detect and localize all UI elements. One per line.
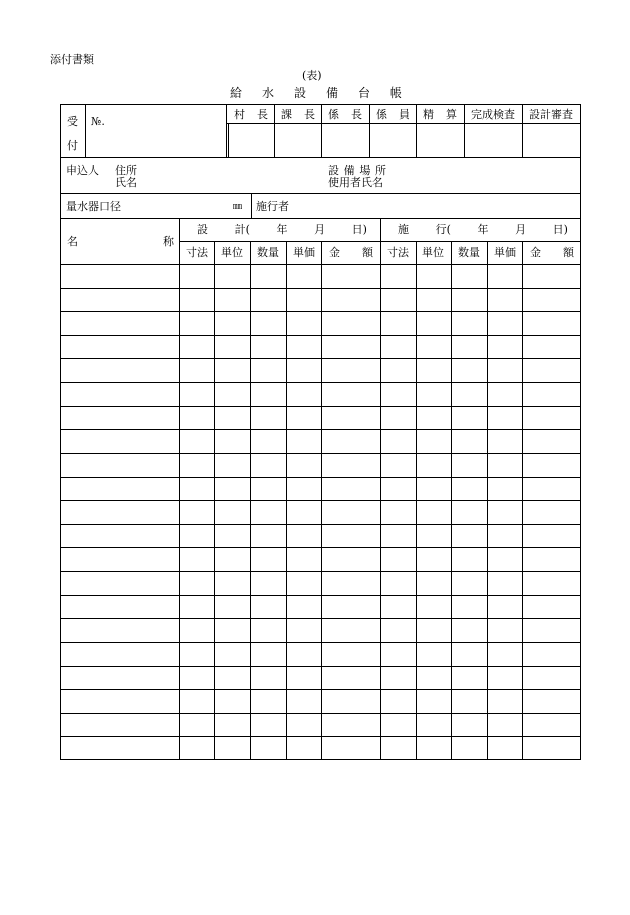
construction-token: 行( — [435, 223, 451, 236]
construction-quantity-header: 数量 — [458, 246, 480, 259]
stamp-header-divider — [226, 123, 581, 124]
stamp-header-staff — [376, 109, 410, 120]
construction-unit-price-header: 単価 — [494, 246, 516, 259]
design-quantity-header: 数量 — [257, 246, 279, 259]
design-unit-price-header: 単価 — [293, 246, 315, 259]
location-char: 場 — [359, 164, 371, 177]
design-unit-header: 単位 — [221, 246, 243, 259]
stamp-header-design-review: 設計審査 — [529, 108, 573, 121]
stamp-header-section-chief — [281, 109, 315, 120]
stamp-block-inner-line — [228, 123, 229, 157]
amount-char: 額 — [563, 246, 574, 259]
title-char: 設 — [293, 86, 306, 100]
col-line-section — [380, 218, 381, 760]
construction-amount-header — [530, 247, 574, 258]
reception-uke-label: 受 — [67, 115, 78, 128]
page-title — [230, 87, 402, 99]
col-line — [321, 241, 322, 760]
location-char: 所 — [374, 164, 386, 177]
stamp-header-subsection-chief — [328, 109, 362, 120]
construction-token: 年 — [477, 223, 489, 236]
title-char: 台 — [357, 86, 370, 100]
stamp-header-char: 精 — [423, 108, 434, 121]
stamp-header-char: 員 — [399, 108, 410, 121]
stamp-header-char: 係 — [328, 108, 339, 121]
design-dimension-header: 寸法 — [186, 246, 208, 259]
design-token: 月 — [314, 223, 326, 236]
col-line — [286, 241, 287, 760]
installation-location-label — [328, 165, 386, 176]
title-char: 給 — [230, 86, 243, 100]
construction-token: 日) — [552, 223, 568, 236]
applicant-divider — [60, 193, 581, 194]
reception-tsuke-label: 付 — [67, 139, 78, 152]
col-line — [487, 241, 488, 760]
location-char: 備 — [343, 164, 355, 177]
col-line — [451, 241, 452, 760]
applicant-name-label: 氏名 — [115, 176, 137, 189]
meter-diameter-label: 量水器口径 — [66, 200, 121, 213]
design-token: 日) — [351, 223, 367, 236]
reception-number-label: №. — [91, 115, 105, 128]
meter-divider — [60, 218, 581, 219]
name-header-char: 名 — [67, 235, 78, 248]
stamp-header-char: 算 — [446, 108, 457, 121]
stamp-header-char: 長 — [351, 108, 362, 121]
stamp-header-char: 長 — [304, 108, 315, 121]
meter-unit-label: ㎜ — [233, 202, 243, 212]
stamp-divider — [522, 104, 523, 157]
stamp-block-left-line — [226, 104, 227, 157]
stamp-header-village-chief — [234, 109, 268, 120]
stamp-divider — [274, 104, 275, 157]
col-line — [214, 241, 215, 760]
stamp-header-settlement — [423, 109, 457, 120]
user-name-label: 使用者氏名 — [328, 176, 383, 189]
stamp-header-char: 課 — [281, 108, 292, 121]
meter-row-divider — [251, 193, 252, 218]
col-line — [416, 241, 417, 760]
construction-date-header — [398, 224, 568, 235]
design-token: 設 — [197, 223, 208, 236]
title-char: 備 — [325, 86, 338, 100]
stamp-header-char: 長 — [257, 108, 268, 121]
reception-divider-vertical — [85, 104, 86, 157]
title-char: 帳 — [389, 86, 402, 100]
col-line-name — [179, 218, 180, 760]
name-header-char: 称 — [163, 235, 174, 248]
design-amount-header — [329, 247, 373, 258]
design-token: 計( — [234, 223, 250, 236]
stamp-header-char: 村 — [234, 108, 245, 121]
stamp-header-char: 係 — [376, 108, 387, 121]
title-char: 水 — [261, 86, 274, 100]
col-line — [522, 241, 523, 760]
col-line — [250, 241, 251, 760]
stamp-divider — [416, 104, 417, 157]
construction-token: 月 — [515, 223, 527, 236]
item-name-header — [67, 236, 174, 247]
design-token: 年 — [276, 223, 288, 236]
stamp-header-completion-inspection: 完成検査 — [471, 108, 515, 121]
stamp-divider — [321, 104, 322, 157]
construction-dimension-header: 寸法 — [387, 246, 409, 259]
amount-char: 額 — [362, 246, 373, 259]
construction-unit-header: 単位 — [422, 246, 444, 259]
stamp-divider — [369, 104, 370, 157]
amount-char: 金 — [329, 246, 340, 259]
amount-char: 金 — [530, 246, 541, 259]
construction-token: 施 — [398, 223, 409, 236]
form-type-label: (表) — [302, 69, 322, 82]
stamp-divider — [464, 104, 465, 157]
location-char: 設 — [328, 164, 339, 177]
applicant-address-label: 住所 — [115, 164, 137, 177]
attachment-label: 添付書類 — [50, 53, 94, 66]
design-date-header — [197, 224, 367, 235]
applicant-label: 申込人 — [66, 164, 99, 177]
contractor-label: 施行者 — [256, 200, 289, 213]
reception-divider — [60, 157, 581, 158]
